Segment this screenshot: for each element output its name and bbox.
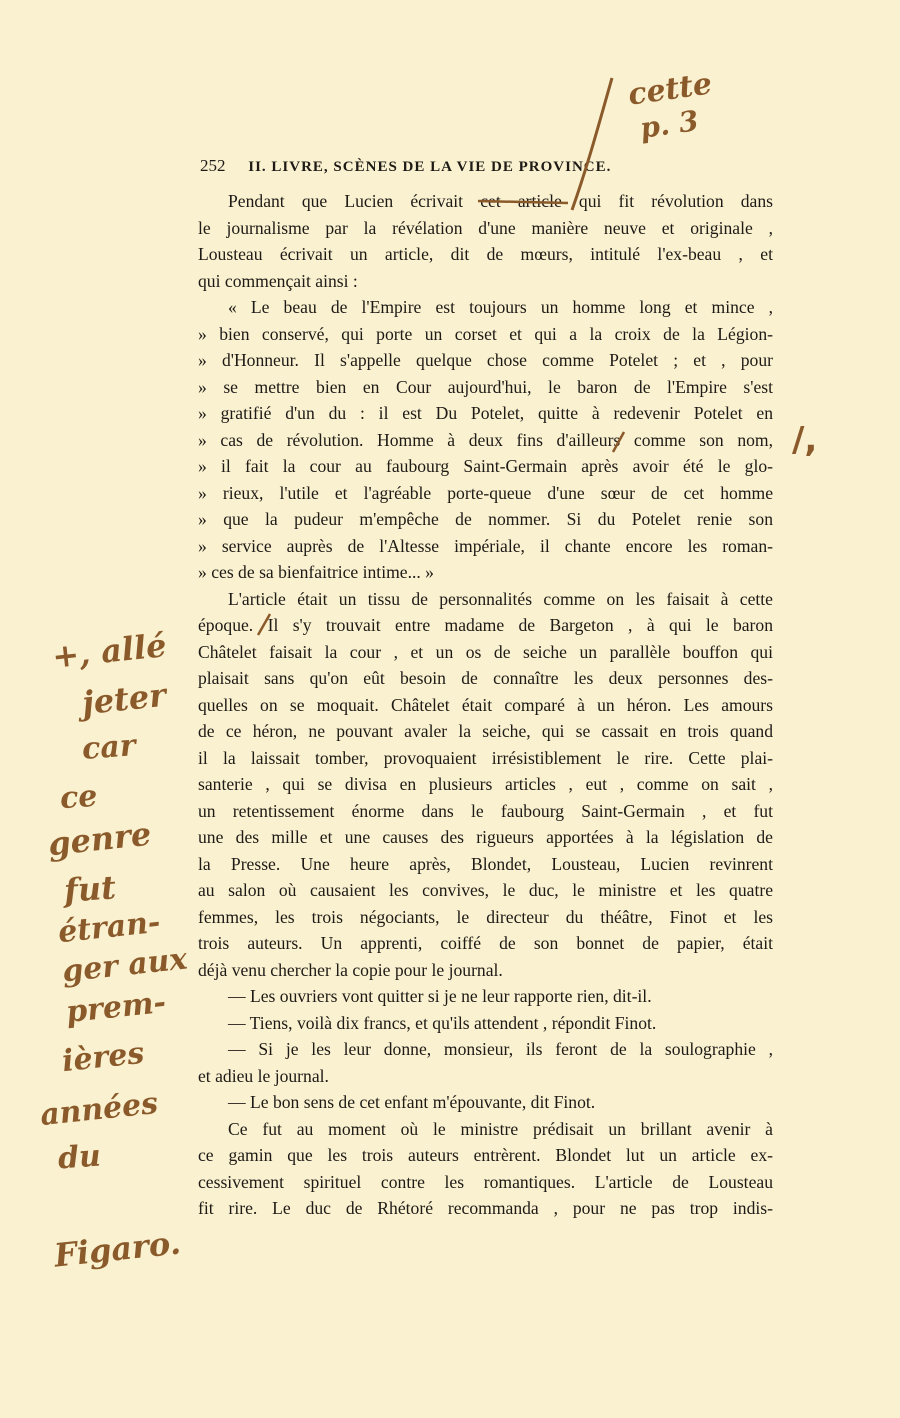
- text-line: quelles on se moquait. Châtelet était comparé à un héron. Les amours: [198, 694, 773, 715]
- text-line: » ces de sa bienfaitrice intime... »: [198, 562, 434, 582]
- annotation-left-5: genre: [46, 814, 153, 864]
- text-line: » gratifié d'un du : il est Du Potelet, quitte à redevenir Potelet en: [198, 403, 773, 423]
- text-line: » bien conservé, qui porte un corset et qui a la croix de la Légion-: [198, 323, 773, 344]
- text-line: » que la pudeur m'empêche de nommer. Si du Potelet renie son: [198, 509, 773, 529]
- text-line: de ce héron, ne pouvant avaler la seiche, qui se cassait en trois quand: [198, 721, 773, 741]
- text-line: une des mille et une causes des rigueurs apportées à la législation de: [198, 827, 773, 847]
- text-line: fit rire. Le duc de Rhétoré recommanda , pour ne pas trop indis-: [198, 1198, 773, 1218]
- text-line: époque. Il s'y trouvait entre madame de Bargeton , à qui le baron: [198, 615, 773, 635]
- text-line: Lousteau écrivait un article, dit de mœurs, intitulé l'ex-beau , et: [198, 244, 773, 264]
- text-line: » cas de révolution. Homme à deux fins d'ailleurs comme son nom,: [198, 429, 773, 450]
- text-line: trois auteurs. Un apprenti, coiffé de son bonnet de papier, était: [198, 933, 773, 953]
- insertion-stroke: [572, 78, 612, 210]
- text-line: » d'Honneur. Il s'appelle quelque chose comme Potelet ; et , pour: [198, 350, 773, 370]
- annotation-left-8: ger aux: [60, 941, 189, 990]
- text-line: au salon où causaient les convives, le duc, le ministre et les quatre: [198, 880, 773, 900]
- text-line: et adieu le journal.: [198, 1065, 329, 1086]
- text-line: » se mettre bien en Cour aujourd'hui, le baron de l'Empire s'est: [198, 376, 773, 397]
- text-line: ce gamin que les trois auteurs entrèrent. Blondet lut un article ex-: [198, 1145, 773, 1165]
- text-line: Pendant que Lucien écrivait cet article qui fit révolution dans: [228, 191, 773, 211]
- text-line: il la laissait tomber, provoquaient irrésistiblement le rire. Cette plai-: [198, 747, 773, 768]
- annotation-left-12: du: [56, 1138, 102, 1177]
- annotation-left-13: Figaro.: [52, 1223, 183, 1275]
- text-line: » service auprès de l'Altesse impériale, il chante encore les roman-: [198, 535, 773, 556]
- text-line: » il fait la cour au faubourg Saint-Germain après avoir été le glo-: [198, 456, 773, 476]
- text-line: la Presse. Une heure après, Blondet, Lousteau, Lucien revinrent: [198, 853, 773, 874]
- text-line: — Si je les leur donne, monsieur, ils feront de la soulographie ,: [228, 1039, 773, 1059]
- text-line: L'article était un tissu de personnalités comme on les faisait à cette: [228, 588, 773, 609]
- text-line: — Le bon sens de cet enfant m'épouvante, dit Finot.: [228, 1092, 596, 1112]
- page-number: 252: [200, 156, 226, 175]
- text-line: Ce fut au moment où le ministre prédisait un brillant avenir à: [228, 1118, 773, 1139]
- text-line: plaisait sans qu'on eût besoin de connaître les deux personnes des-: [198, 668, 773, 688]
- annotation-top-line1: cette: [625, 66, 715, 113]
- annotation-left-9: prem-: [64, 984, 168, 1031]
- annotation-top-line2: p. 3: [637, 104, 701, 145]
- text-line: qui commençait ainsi :: [198, 270, 358, 291]
- annotation-left-4: ce: [58, 778, 99, 817]
- annotation-left-6: fut: [62, 868, 118, 910]
- text-line: Châtelet faisait la cour , et un os de seiche un parallèle bouffon qui: [198, 641, 773, 662]
- annotation-left-3: car: [80, 728, 137, 767]
- annotation-left-11: années: [38, 1085, 160, 1134]
- caret-stroke: [613, 432, 624, 452]
- strike-stroke: [478, 201, 568, 203]
- text-line: cessivement spirituel contre les romantiques. L'article de Lousteau: [198, 1171, 773, 1192]
- text-line: — Tiens, voilà dix francs, et qu'ils attendent , répondit Finot.: [228, 1012, 657, 1033]
- annotation-left-2: jeter: [80, 675, 168, 723]
- text-line: « Le beau de l'Empire est toujours un homme long et mince ,: [228, 297, 773, 317]
- text-line: un retentissement énorme dans le faubourg Saint-Germain , et fut: [198, 800, 773, 821]
- text-line: le journalisme par la révélation d'une manière neuve et originale ,: [198, 217, 773, 238]
- text-line: » rieux, l'utile et l'agréable porte-queue d'une sœur de cet homme: [198, 482, 773, 503]
- annotation-left-10: ières: [60, 1035, 146, 1080]
- text-line: — Les ouvriers vont quitter si je ne leur rapporte rien, dit-il.: [228, 986, 652, 1006]
- running-title: II. LIVRE, SCÈNES DE LA VIE DE PROVINCE.: [248, 159, 612, 175]
- annotation-left-1: +, allé: [50, 626, 169, 676]
- annotation-right-mark: /,: [792, 420, 818, 460]
- caret-stroke: [258, 614, 270, 635]
- text-line: femmes, les trois négociants, le directeur du théâtre, Finot et les: [198, 906, 773, 927]
- text-line: déjà venu chercher la copie pour le journal.: [198, 959, 503, 980]
- annotation-left-7: étran-: [56, 904, 163, 951]
- text-line: santerie , qui se divisa en plusieurs articles , eut , comme on sait ,: [198, 774, 773, 794]
